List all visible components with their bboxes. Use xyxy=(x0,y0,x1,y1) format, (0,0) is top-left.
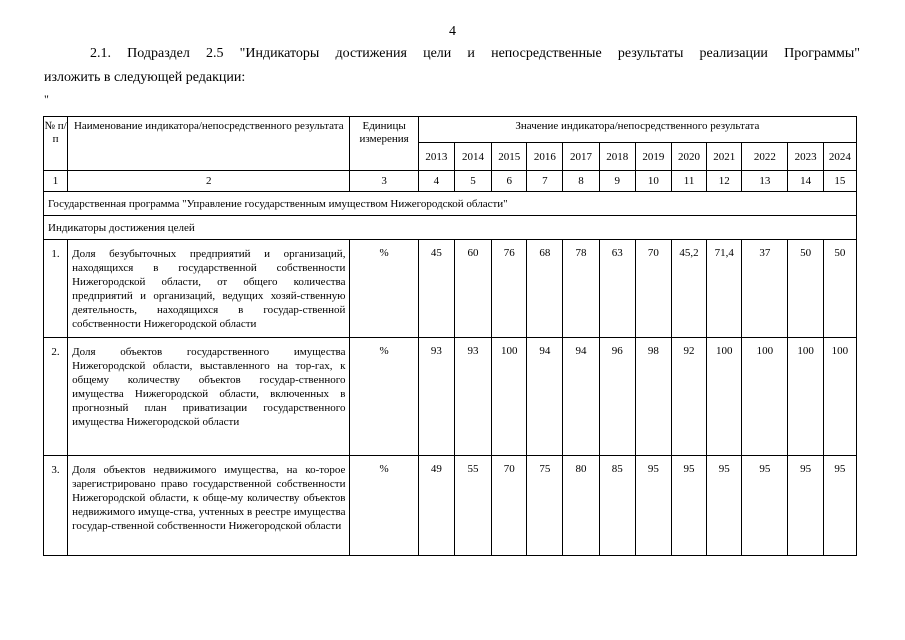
indicator-value: 75 xyxy=(527,456,563,556)
header-num: № п/п xyxy=(44,117,68,171)
indicator-value: 94 xyxy=(563,338,599,456)
indicator-unit: % xyxy=(350,338,418,456)
year-header: 2020 xyxy=(671,143,706,171)
header-unit: Единицы измерения xyxy=(350,117,418,171)
column-number: 9 xyxy=(599,171,635,192)
year-header: 2013 xyxy=(418,143,454,171)
section-title: Индикаторы достижения целей xyxy=(44,216,857,240)
indicator-value: 50 xyxy=(823,240,856,338)
indicator-name: Доля объектов недвижимого имущества, на ко-торое зарегистрировано право государственной собственности Нижегородской области, к обще-му количеству объектов недвижимого имуще-ства, учтенных в реестре имущества государ-ственной собственности Нижегородской области xyxy=(68,456,350,556)
indicator-unit: % xyxy=(350,240,418,338)
column-number: 6 xyxy=(492,171,527,192)
indicator-value: 50 xyxy=(788,240,823,338)
indicator-value: 45,2 xyxy=(671,240,706,338)
indicator-value: 70 xyxy=(492,456,527,556)
table-row xyxy=(44,456,857,556)
year-header: 2017 xyxy=(563,143,599,171)
indicator-value: 93 xyxy=(454,338,491,456)
column-number: 10 xyxy=(635,171,671,192)
indicator-value: 94 xyxy=(527,338,563,456)
indicator-value: 95 xyxy=(823,456,856,556)
indicator-value: 100 xyxy=(707,338,742,456)
indicator-value: 92 xyxy=(671,338,706,456)
year-header: 2022 xyxy=(742,143,788,171)
indicator-value: 60 xyxy=(454,240,491,338)
column-number: 4 xyxy=(418,171,454,192)
indicator-value: 95 xyxy=(671,456,706,556)
indicator-value: 49 xyxy=(418,456,454,556)
intro-line-2: изложить в следующей редакции: xyxy=(44,70,246,85)
indicator-value: 70 xyxy=(635,240,671,338)
column-number: 3 xyxy=(350,171,418,192)
indicator-value: 100 xyxy=(742,338,788,456)
year-header: 2016 xyxy=(527,143,563,171)
opening-quote: " xyxy=(44,92,49,106)
column-number: 11 xyxy=(671,171,706,192)
intro-line-1: 2.1. Подраздел 2.5 "Индикаторы достижения цели и непосредственные результаты реализации Программы" xyxy=(90,46,860,61)
column-number: 7 xyxy=(527,171,563,192)
table-row xyxy=(44,240,857,338)
indicator-value: 85 xyxy=(599,456,635,556)
column-number: 13 xyxy=(742,171,788,192)
indicator-value: 95 xyxy=(788,456,823,556)
indicator-value: 95 xyxy=(635,456,671,556)
column-number-row xyxy=(44,171,857,192)
year-header: 2018 xyxy=(599,143,635,171)
indicator-name: Доля безубыточных предприятий и организаций, находящихся в государственной собственности Нижегородской области, от общего количества предприятий и организаций, ведущих хозяй-ственную деятельность, находящихся в государ-ственной собственности Нижегородской области xyxy=(68,240,350,338)
header-values: Значение индикатора/непосредственного результата xyxy=(418,117,856,143)
year-header: 2019 xyxy=(635,143,671,171)
indicator-value: 76 xyxy=(492,240,527,338)
header-name: Наименование индикатора/непосредственного результата xyxy=(68,117,350,171)
row-number: 3. xyxy=(44,456,68,556)
row-number: 2. xyxy=(44,338,68,456)
indicator-value: 100 xyxy=(492,338,527,456)
indicator-name: Доля объектов государственного имущества Нижегородской области, выставленного на тор-гах, к общему количеству объектов государ-ственного имущества Нижегородской области, включенных в прогнозный план приватизации государственного имущества Нижегородской области xyxy=(68,338,350,456)
indicator-value: 78 xyxy=(563,240,599,338)
column-number: 1 xyxy=(44,171,68,192)
column-number: 12 xyxy=(707,171,742,192)
column-number: 14 xyxy=(788,171,823,192)
indicator-unit: % xyxy=(350,456,418,556)
column-number: 15 xyxy=(823,171,856,192)
indicator-value: 55 xyxy=(454,456,491,556)
column-number: 5 xyxy=(454,171,491,192)
indicators-table xyxy=(43,116,857,556)
header-row xyxy=(44,117,857,143)
year-header: 2024 xyxy=(823,143,856,171)
indicator-value: 80 xyxy=(563,456,599,556)
indicator-value: 71,4 xyxy=(707,240,742,338)
indicator-value: 100 xyxy=(788,338,823,456)
indicator-value: 63 xyxy=(599,240,635,338)
indicator-value: 96 xyxy=(599,338,635,456)
indicator-value: 98 xyxy=(635,338,671,456)
program-title-row xyxy=(44,192,857,216)
row-number: 1. xyxy=(44,240,68,338)
indicator-value: 93 xyxy=(418,338,454,456)
column-number: 8 xyxy=(563,171,599,192)
year-header: 2023 xyxy=(788,143,823,171)
indicator-value: 37 xyxy=(742,240,788,338)
indicator-value: 95 xyxy=(707,456,742,556)
year-header: 2014 xyxy=(454,143,491,171)
page-number: 4 xyxy=(449,24,456,39)
year-header: 2015 xyxy=(492,143,527,171)
indicator-value: 68 xyxy=(527,240,563,338)
year-header: 2021 xyxy=(707,143,742,171)
indicator-value: 100 xyxy=(823,338,856,456)
column-number: 2 xyxy=(68,171,350,192)
indicator-value: 45 xyxy=(418,240,454,338)
section-title-row xyxy=(44,216,857,240)
indicator-value: 95 xyxy=(742,456,788,556)
program-title: Государственная программа "Управление государственным имуществом Нижегородской области" xyxy=(44,192,857,216)
table-row xyxy=(44,338,857,456)
